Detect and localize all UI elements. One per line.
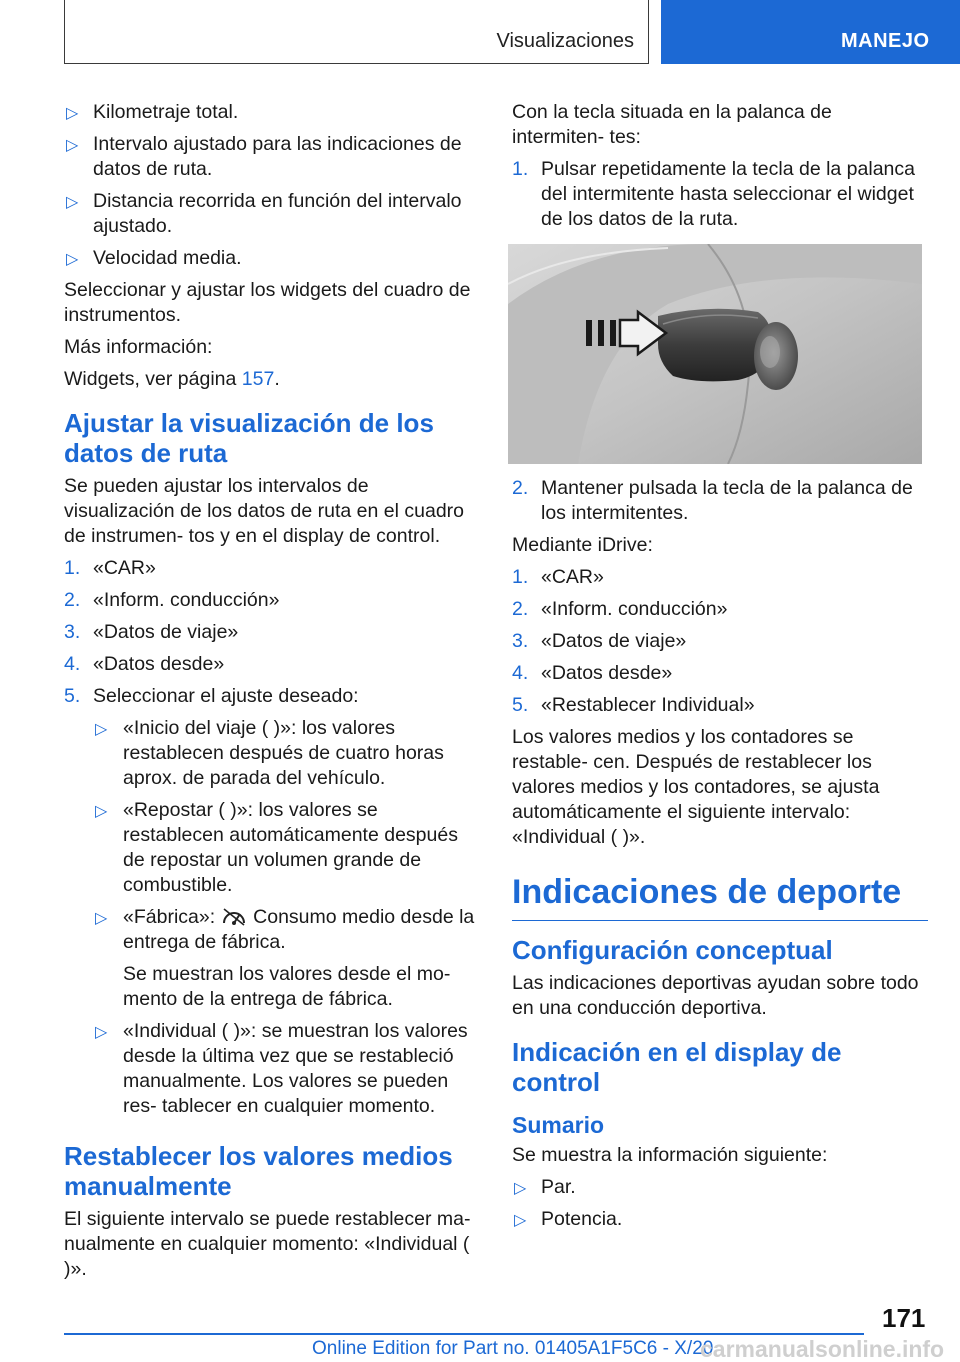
chapter-heading: Indicaciones de deporte xyxy=(512,872,928,921)
paragraph: Seleccionar y ajustar los widgets del cuadro de instrumentos. xyxy=(64,279,471,326)
section-heading: Configuración conceptual xyxy=(512,935,833,965)
list-item: ▷ Par. xyxy=(512,1175,928,1200)
list-item: 2. Mantener pulsada la tecla de la palanca de los intermitentes. xyxy=(512,477,913,524)
header-section-title: Visualizaciones xyxy=(496,30,634,52)
list-item: 4. «Datos desde» xyxy=(512,662,673,684)
header-section-box xyxy=(64,0,649,64)
list-item: ▷ «Fábrica»: Consumo medio desde la entrega de fábrica. xyxy=(95,906,475,953)
page-number: 171 xyxy=(882,1303,926,1333)
subsection-heading: Sumario xyxy=(512,1112,605,1138)
left-column xyxy=(64,100,478,1289)
page-link[interactable]: 157 xyxy=(241,368,275,390)
list-item: 1. «CAR» xyxy=(64,557,156,579)
paragraph: El siguiente intervalo se puede restablecer ma- nualmente en cualquier momento: «Individual ( )». xyxy=(64,1208,471,1280)
list-item: ▷ «Individual ( )»: se muestran los valores desde la última vez que se restableció manualmente. Los valores se pueden res- tablecer en cualquier momento. xyxy=(95,1020,468,1117)
triangle-right-icon: ▷ xyxy=(514,1212,527,1229)
triangle-right-icon: ▷ xyxy=(66,137,79,154)
list-item: 3. «Datos de viaje» xyxy=(512,630,687,652)
list-item: 5. «Restablecer Individual» xyxy=(512,694,755,716)
section-heading: Restablecer los valores medios manualmente xyxy=(64,1141,453,1201)
list-item: 1. «CAR» xyxy=(512,566,604,588)
paragraph: Se muestra la información siguiente: xyxy=(512,1144,828,1166)
triangle-right-icon: ▷ xyxy=(95,1024,108,1041)
footer-rule xyxy=(64,1333,864,1335)
triangle-right-icon: ▷ xyxy=(66,194,79,211)
list-item: ▷ Distancia recorrida en función del intervalo ajustado. xyxy=(66,190,462,237)
list-item: 2. «Inform. conducción» xyxy=(512,598,728,620)
paragraph: Se muestran los valores desde el mo- mento de la entrega de fábrica. xyxy=(123,963,451,1010)
triangle-right-icon: ▷ xyxy=(66,105,79,122)
list-item: ▷ Intervalo ajustado para las indicaciones de datos de ruta. xyxy=(66,133,462,180)
list-item: ▷ Potencia. xyxy=(512,1207,928,1232)
paragraph: Más información: xyxy=(64,336,213,358)
triangle-right-icon: ▷ xyxy=(66,251,79,268)
paragraph: Las indicaciones deportivas ayudan sobre todo en una conducción deportiva. xyxy=(512,972,919,1019)
paragraph: Mediante iDrive: xyxy=(512,534,653,556)
list-item: ▷ Velocidad media. xyxy=(64,246,478,271)
paragraph: Con la tecla situada en la palanca de intermiten- tes: xyxy=(512,101,832,148)
fuel-consumption-icon xyxy=(221,906,247,926)
list-item: 3. «Datos de viaje» xyxy=(64,621,239,643)
list-item: ▷ Kilometraje total. xyxy=(64,100,478,125)
header-chapter-title: MANEJO xyxy=(841,30,930,52)
list-item: 2. «Inform. conducción» xyxy=(64,589,280,611)
section-heading: Indicación en el display de control xyxy=(512,1037,842,1097)
list-item: ▷ «Repostar ( )»: los valores se restablecen automáticamente después de repostar un volumen grande de combustible. xyxy=(95,799,458,896)
list-item: 4. «Datos desde» xyxy=(64,653,225,675)
list-item: 5. Seleccionar el ajuste deseado: xyxy=(64,685,359,707)
triangle-right-icon: ▷ xyxy=(95,910,108,927)
list-item: ▷ «Inicio del viaje ( )»: los valores restablecen después de cuatro horas aprox. de parada del vehículo. xyxy=(95,717,444,789)
paragraph: Se pueden ajustar los intervalos de visualización de los datos de ruta en el cuadro de instrumen- tos y en el display de control. xyxy=(64,475,464,547)
list-item: 1. Pulsar repetidamente la tecla de la palanca del intermitente hasta seleccionar el widget de los datos de la ruta. xyxy=(512,158,915,230)
lever-button-image xyxy=(508,244,922,464)
header-chapter-tab xyxy=(661,0,960,64)
watermark: carmanualsonline.info xyxy=(700,1336,945,1362)
paragraph: Widgets, ver página 157. xyxy=(64,368,280,390)
triangle-right-icon: ▷ xyxy=(514,1180,527,1197)
sub-list xyxy=(93,716,478,1119)
section-heading: Ajustar la visualización de los datos de ruta xyxy=(64,408,434,468)
right-column xyxy=(512,100,928,1239)
triangle-right-icon: ▷ xyxy=(95,721,108,738)
turn-signal-lever-illustration xyxy=(508,244,922,464)
footer-edition: Online Edition for Part no. 01405A1F5C6 - X/20 xyxy=(312,1338,714,1359)
paragraph: Los valores medios y los contadores se restable- cen. Después de restablecer los valores medios y los contadores, se ajusta automáticamente el siguiente intervalo: «Individual ( )». xyxy=(512,726,880,848)
triangle-right-icon: ▷ xyxy=(95,803,108,820)
page-header xyxy=(0,0,960,66)
